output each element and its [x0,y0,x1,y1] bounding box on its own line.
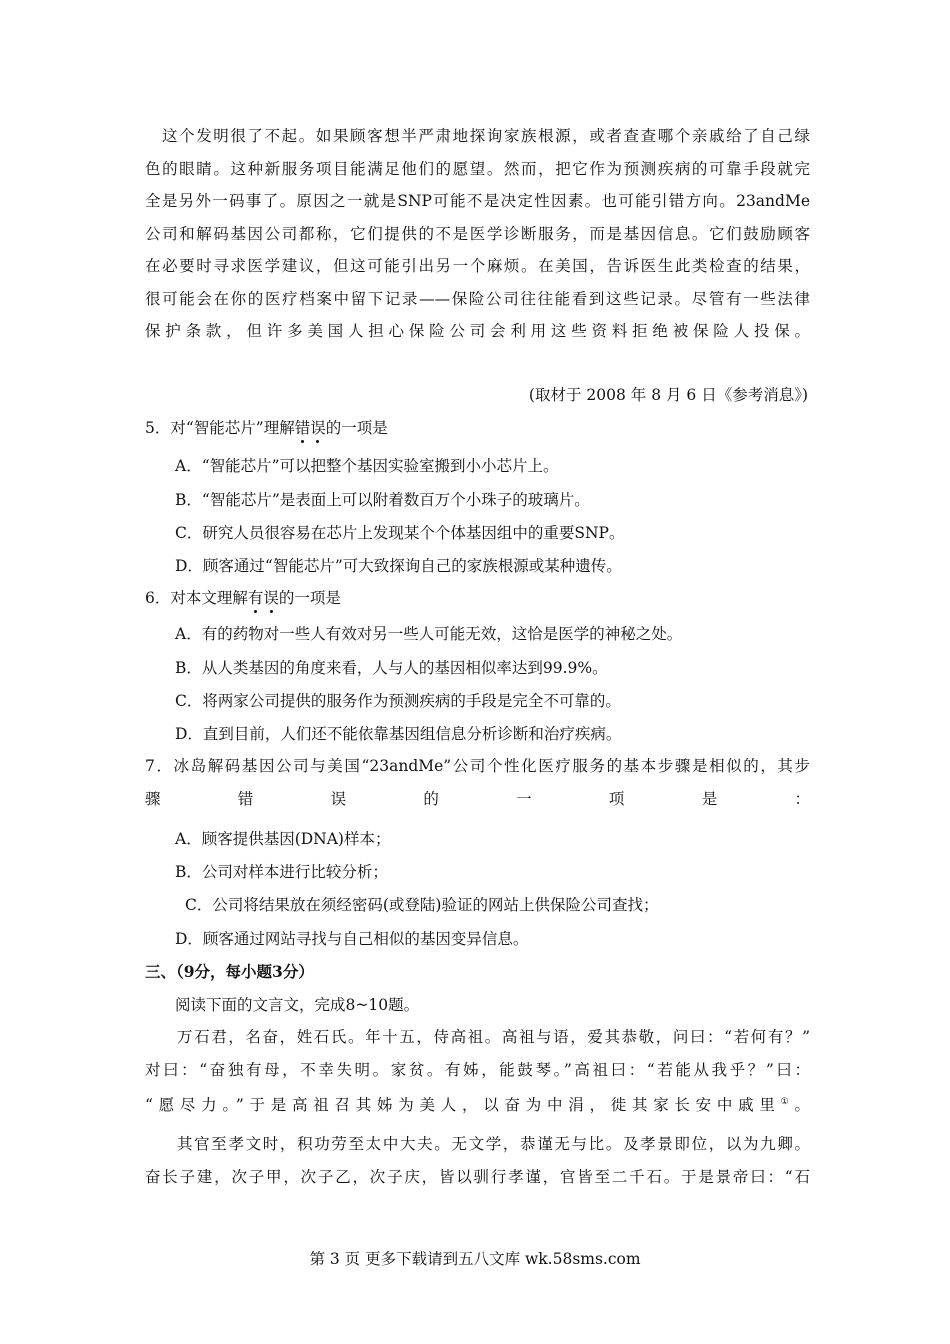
passage-1-line: 全是另外一码事了。原因之一就是SNP可能不是决定性因素。也可能引错方向。23andMe [145,192,810,210]
q6-option-b: B．从人类基因的角度来看，人与人的基因相似率达到99.9%。 [175,659,608,677]
passage-1-line: 保护条款，但许多美国人担心保险公司会利用这些资料拒绝被保险人投保。 [145,322,810,340]
q7-option-c: C．公司将结果放在须经密码(或登陆)验证的网站上供保险公司查找； [185,896,659,914]
section-3-heading: 三、（9分，每小题3分） [145,962,314,981]
page-footer: 第 3 页 更多下载请到五八文库 wk.58sms.com [309,1250,641,1268]
passage-1-line: 这个发明很了不起。如果顾客想半严肃地探询家族根源，或者查查哪个亲戚给了自己绿 [162,127,810,145]
footnote-marker: ① [780,1097,795,1107]
passage-2-line: 奋长子建，次子甲，次子乙，次子庆，皆以驯行孝谨，官皆至二千石。于是景帝曰：“石 [145,1167,810,1186]
q7-option-d: D．顾客通过网站寻找与自己相似的基因变异信息。 [175,930,529,948]
q5-option-c: C．研究人员很容易在芯片上发现某个个体基因组中的重要SNP。 [175,524,625,542]
q6-option-a: A．有的药物对一些人有效对另一些人可能无效，这恰是医学的神秘之处。 [175,625,683,643]
question-5-stem [145,416,388,438]
q7-option-b: B．公司对样本进行比较分析； [175,863,388,881]
section-3-instruction: 阅读下面的文言文，完成8~10题。 [175,996,420,1014]
passage-2-line: 其官至孝文时，积功劳至太中大夫。无文学，恭谨无与比。及孝景即位，以为九卿。 [177,1135,810,1153]
q7-stem-line: 7．冰岛解码基因公司与美国“23andMe”公司个性化医疗服务的基本步骤是相似的，其步 [145,757,810,775]
passage-1 [145,120,810,348]
passage-1-line: 在必要时寻求医学建议，但这可能引出另一个麻烦。在美国，告诉医生此类检查的结果， [145,257,810,275]
passage-1-line: 公司和解码基因公司都称，它们提供的不是医学诊断服务，而是基因信息。它们鼓励顾客 [145,224,810,243]
question-7-stem [145,750,810,815]
passage-2-line [145,1086,810,1122]
q5-option-b: B．“智能芯片”是表面上可以附着数百万个小珠子的玻璃片。 [175,491,590,509]
passage-2-paragraph-1 [145,1021,810,1122]
q6-emphasis-char: 误 [263,589,279,607]
q6-emphasis-char: 有 [247,589,264,607]
passage-2-line: 万石君，名奋，姓石氏。年十五，侍高祖。高祖与语，爱其恭敬，问曰：“若何有？” [177,1028,810,1046]
source-citation: (取材于 2008 年 8 月 6 日《参考消息》) [528,386,808,404]
q6-option-c: C．将两家公司提供的服务作为预测疾病的手段是完全不可靠的。 [175,692,621,710]
passage-2-line-end: 。 [794,1096,810,1115]
passage-2-line: 对曰：“奋独有母，不幸失明。家贫。有姊，能鼓琴。”高祖曰：“若能从我乎？”曰： [145,1060,810,1079]
q5-stem-text: 5．对“智能芯片”理解 [145,419,295,437]
q5-emphasis-char: 误 [310,419,326,437]
q5-option-a: A．“智能芯片”可以把整个基因实验室搬到小小芯片上。 [175,457,559,475]
passage-2-line-text: “愿尽力。”于是高祖召其姊为美人，以奋为中涓，徙其家长安中戚里 [145,1096,781,1115]
q5-option-d: D．顾客通过“智能芯片”可大致探询自己的家族根源或某种遗传。 [175,557,622,575]
question-6-stem [145,586,341,608]
passage-2-paragraph-2 [145,1128,810,1193]
q5-emphasis-char: 错 [294,419,311,437]
q7-option-a: A．顾客提供基因(DNA)样本； [175,830,391,848]
q7-stem-line: 骤错误的一项是： [145,789,810,808]
q6-stem-text: 的一项是 [278,589,341,607]
passage-1-line: 很可能会在你的医疗档案中留下记录——保险公司往往能看到这些记录。尽管有一些法律 [145,289,810,308]
q5-stem-text: 的一项是 [325,419,388,437]
q6-stem-text: 6．对本文理解 [145,589,248,607]
passage-1-line: 色的眼睛。这种新服务项目能满足他们的愿望。然而，把它作为预测疾病的可靠手段就完 [145,159,810,178]
q6-option-d: D．直到目前，人们还不能依靠基因组信息分析诊断和治疗疾病。 [175,725,622,743]
